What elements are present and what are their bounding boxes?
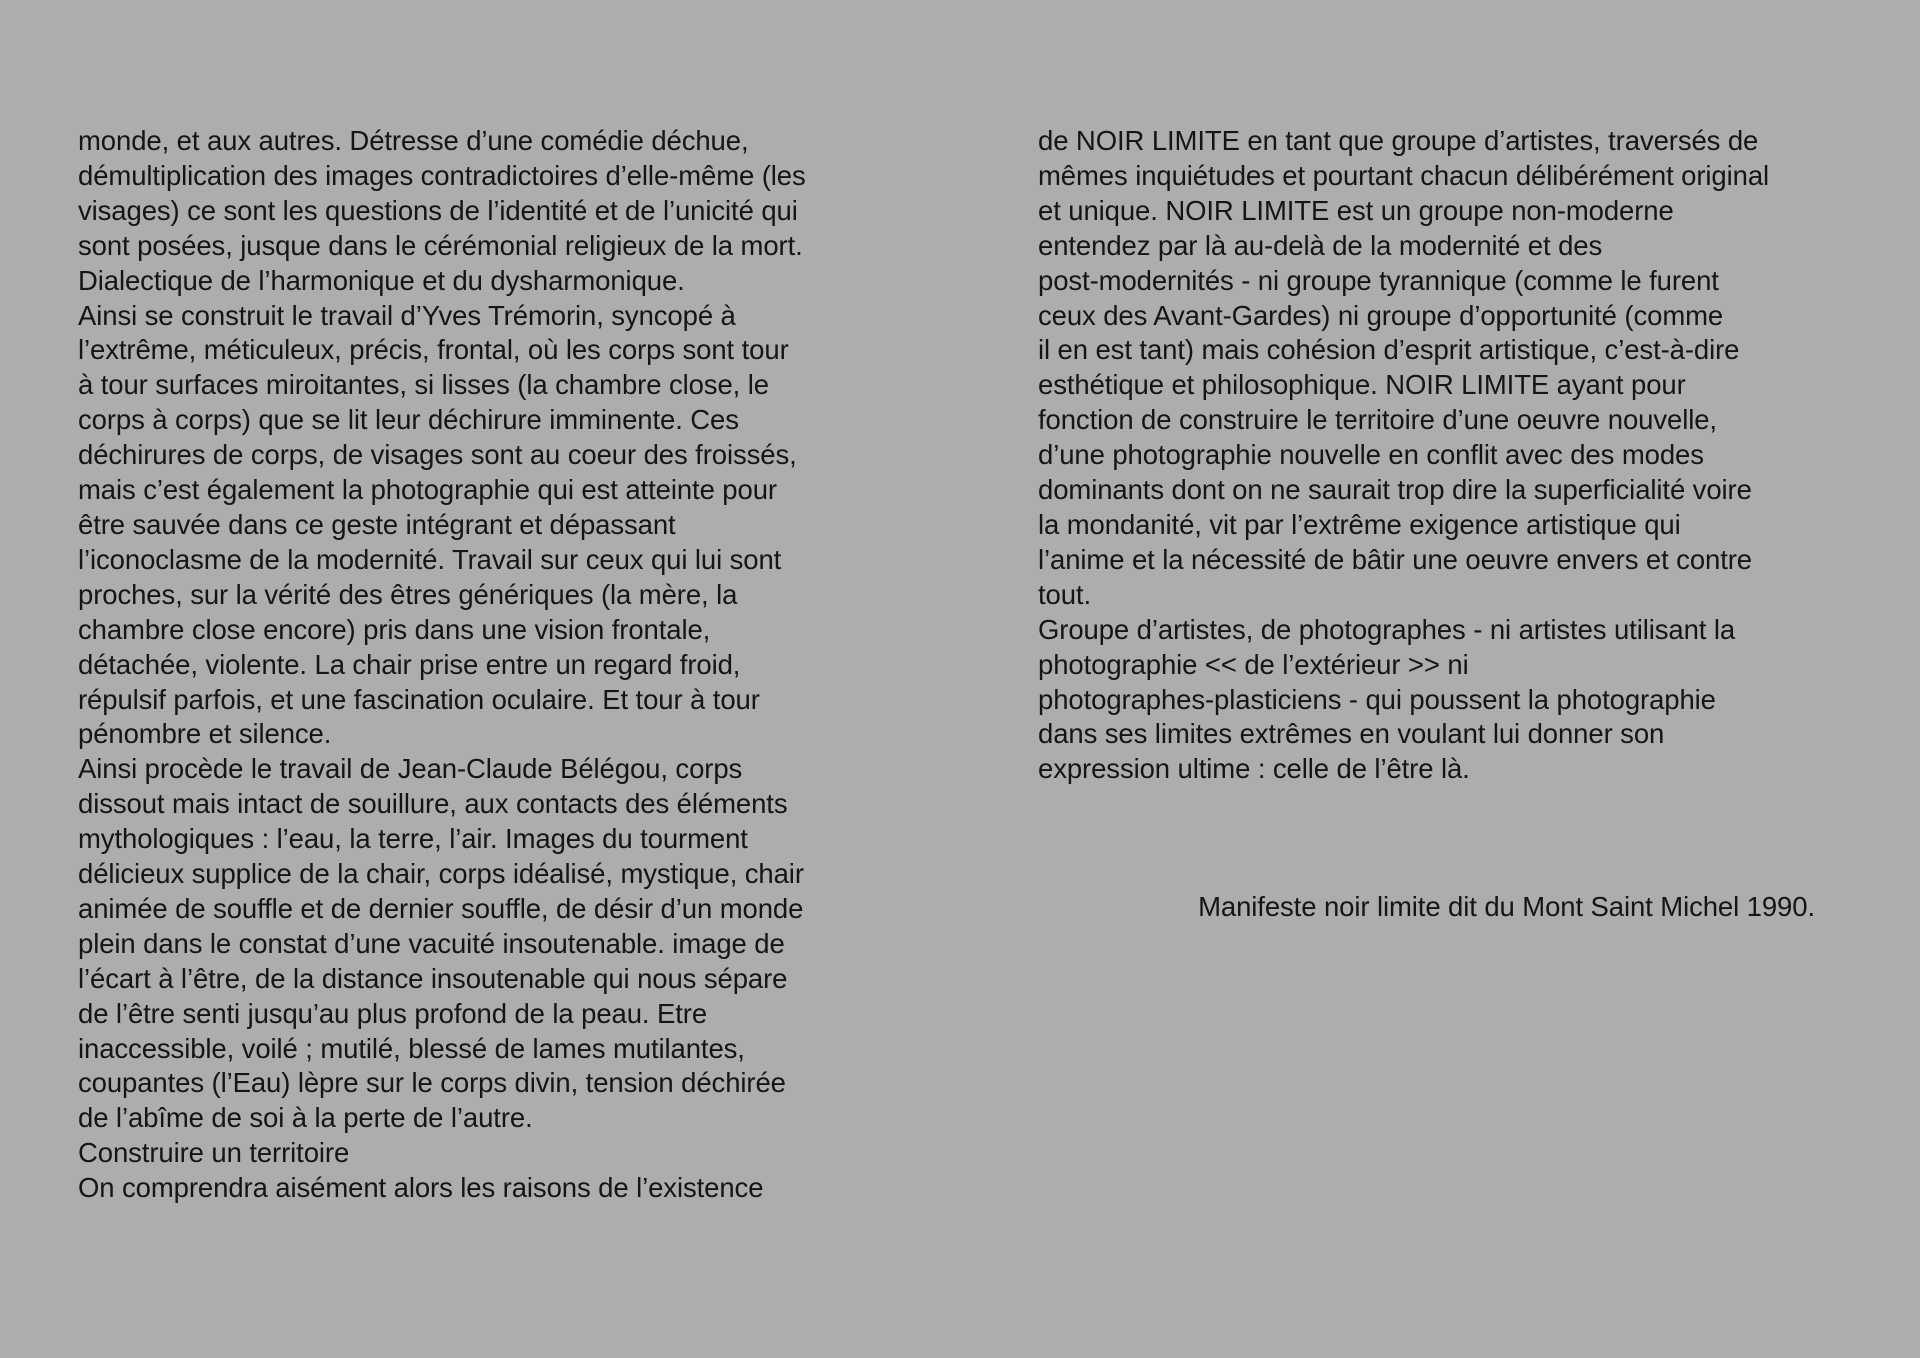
text-line: de l’être senti jusqu’au plus profond de la peau. Etre (78, 997, 708, 1029)
text-line: tout. (1038, 578, 1092, 610)
left-text-column (78, 124, 878, 1206)
text-line: animée de souffle et de dernier souffle, de désir d’un monde (78, 892, 804, 924)
text-line: dominants dont on ne saurait trop dire la superficialité voire (1038, 474, 1752, 506)
text-line: Construire un territoire (78, 1137, 350, 1169)
text-line: visages) ce sont les questions de l’identité et de l’unicité qui (78, 194, 798, 226)
text-line: mais c’est également la photographie qui est atteinte pour (78, 474, 777, 506)
text-line: détachée, violente. La chair prise entre un regard froid, (78, 648, 741, 680)
text-line: plein dans le constat d’une vacuité insoutenable. image de (78, 927, 785, 959)
text-line: ceux des Avant-Gardes) ni groupe d’opportunité (comme (1038, 299, 1724, 331)
text-line: d’une photographie nouvelle en conflit avec des modes (1038, 439, 1704, 471)
text-line: dans ses limites extrêmes en voulant lui donner son (1038, 718, 1665, 750)
text-line: Ainsi procède le travail de Jean-Claude Bélégou, corps (78, 753, 743, 785)
text-line: de l’abîme de soi à la perte de l’autre. (78, 1102, 533, 1134)
text-line: Ainsi se construit le travail d’Yves Trémorin, syncopé à (78, 299, 736, 331)
text-line: démultiplication des images contradictoires d’elle-même (les (78, 159, 806, 191)
text-line: inaccessible, voilé ; mutilé, blessé de lames mutilantes, (78, 1032, 745, 1064)
text-line: Groupe d’artistes, de photographes - ni artistes utilisant la (1038, 613, 1736, 645)
text-line: la mondanité, vit par l’extrême exigence artistique qui (1038, 508, 1681, 540)
text-line: coupantes (l’Eau) lèpre sur le corps divin, tension déchirée (78, 1067, 786, 1099)
manifesto-signature: Manifeste noir limite dit du Mont Saint Michel 1990. (1198, 891, 1815, 922)
text-line: corps à corps) que se lit leur déchirure imminente. Ces (78, 404, 739, 436)
text-line: Dialectique de l’harmonique et du dysharmonique. (78, 264, 685, 296)
text-line: mythologiques : l’eau, la terre, l’air. Images du tourment (78, 823, 748, 855)
text-line: sont posées, jusque dans le cérémonial religieux de la mort. (78, 229, 803, 261)
text-line: monde, et aux autres. Détresse d’une comédie déchue, (78, 125, 749, 156)
text-line: délicieux supplice de la chair, corps idéalisé, mystique, chair (78, 858, 804, 890)
text-line: photographie << de l’extérieur >> ni (1038, 648, 1469, 680)
text-line: déchirures de corps, de visages sont au coeur des froissés, (78, 439, 797, 471)
text-line: répulsif parfois, et une fascination oculaire. Et tour à tour (78, 683, 760, 715)
text-line: l’extrême, méticuleux, précis, frontal, où les corps sont tour (78, 334, 789, 366)
text-line: entendez par là au-delà de la modernité et des (1038, 229, 1603, 261)
text-line: être sauvée dans ce geste intégrant et dépassant (78, 508, 676, 540)
text-line: pénombre et silence. (78, 718, 332, 750)
right-text-column (1038, 124, 1838, 787)
text-line: l’anime et la nécessité de bâtir une oeuvre envers et contre (1038, 543, 1752, 575)
text-line: à tour surfaces miroitantes, si lisses (la chambre close, le (78, 369, 769, 401)
text-line: esthétique et philosophique. NOIR LIMITE ayant pour (1038, 369, 1686, 401)
text-line: expression ultime : celle de l’être là. (1038, 753, 1470, 785)
text-line: l’iconoclasme de la modernité. Travail sur ceux qui lui sont (78, 543, 782, 575)
text-line: fonction de construire le territoire d’une oeuvre nouvelle, (1038, 404, 1717, 436)
text-line: On comprendra aisément alors les raisons de l’existence (78, 1172, 764, 1204)
text-line: post-modernités - ni groupe tyrannique (comme le furent (1038, 264, 1719, 296)
text-line: de NOIR LIMITE en tant que groupe d’artistes, traversés de (1038, 125, 1759, 156)
text-line: dissout mais intact de souillure, aux contacts des éléments (78, 788, 788, 820)
text-line: photographes-plasticiens - qui poussent la photographie (1038, 683, 1716, 715)
text-line: et unique. NOIR LIMITE est un groupe non-moderne (1038, 194, 1674, 226)
text-line: l’écart à l’être, de la distance insoutenable qui nous sépare (78, 962, 788, 994)
text-line: proches, sur la vérité des êtres génériques (la mère, la (78, 578, 738, 610)
text-line: chambre close encore) pris dans une vision frontale, (78, 613, 711, 645)
text-line: il en est tant) mais cohésion d’esprit artistique, c’est-à-dire (1038, 334, 1740, 366)
text-line: mêmes inquiétudes et pourtant chacun délibérément original (1038, 159, 1770, 191)
